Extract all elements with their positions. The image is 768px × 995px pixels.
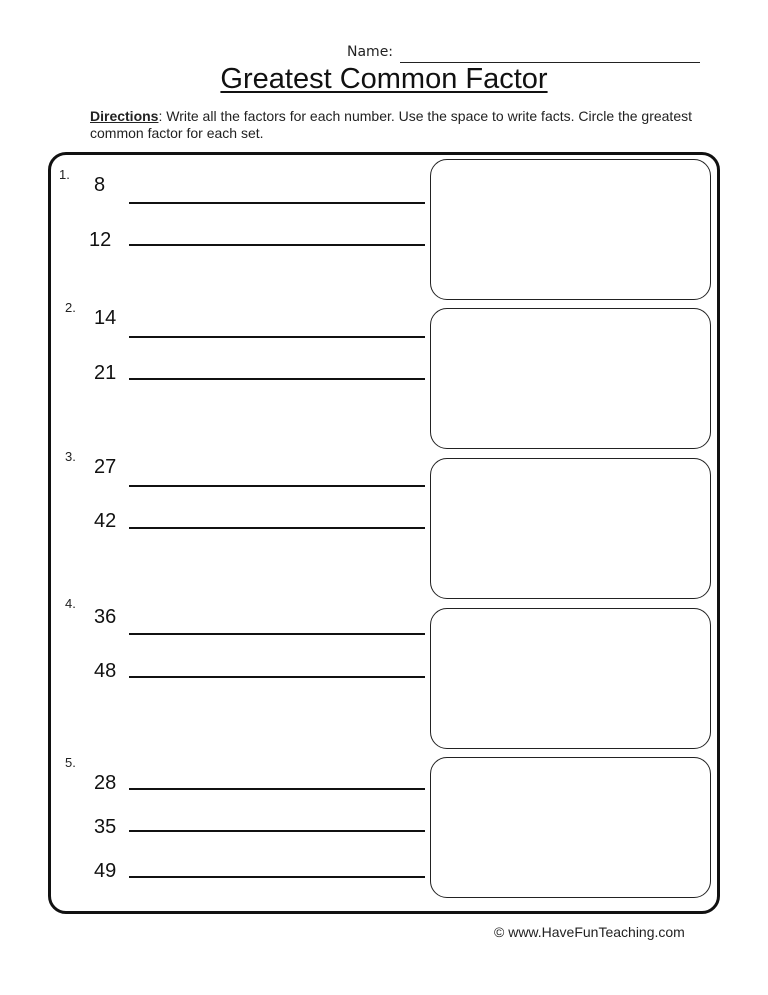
problem-1-label: 1. xyxy=(59,167,70,182)
problem-3-answer-line-2[interactable] xyxy=(129,527,425,529)
problem-1-work-box[interactable] xyxy=(430,159,711,300)
problem-5-answer-line-1[interactable] xyxy=(129,788,425,790)
problem-3-answer-line-1[interactable] xyxy=(129,485,425,487)
problem-5-work-box[interactable] xyxy=(430,757,711,898)
problem-1-number-2: 12 xyxy=(89,229,112,251)
problem-4-label: 4. xyxy=(65,596,76,611)
problem-4-number-2: 48 xyxy=(94,660,117,682)
problem-2-answer-line-2[interactable] xyxy=(129,378,425,380)
directions-label: Directions xyxy=(90,108,159,124)
problem-5-number-3: 49 xyxy=(94,860,117,882)
problem-3-number-1: 27 xyxy=(94,456,117,478)
copyright-footer: © www.HaveFunTeaching.com xyxy=(494,924,685,940)
problem-3-number-2: 42 xyxy=(94,510,117,532)
problem-4-number-1: 36 xyxy=(94,606,117,628)
problem-3-label: 3. xyxy=(65,449,76,464)
problem-4-answer-line-1[interactable] xyxy=(129,633,425,635)
name-label: Name: xyxy=(347,44,394,60)
problem-1-answer-line-1[interactable] xyxy=(129,202,425,204)
problem-5-number-2: 35 xyxy=(94,816,117,838)
problem-5-answer-line-2[interactable] xyxy=(129,830,425,832)
problem-3-work-box[interactable] xyxy=(430,458,711,599)
problem-1-number-1: 8 xyxy=(94,174,106,196)
directions-text: : Write all the factors for each number. Use the space to write facts. Circle the greatest common factor for each set. xyxy=(90,108,692,141)
problem-1-answer-line-2[interactable] xyxy=(129,244,425,246)
problem-2-work-box[interactable] xyxy=(430,308,711,449)
problem-2-number-2: 21 xyxy=(94,362,117,384)
directions xyxy=(90,108,720,142)
problem-2-answer-line-1[interactable] xyxy=(129,336,425,338)
problem-4-answer-line-2[interactable] xyxy=(129,676,425,678)
page-title: Greatest Common Factor xyxy=(220,63,548,95)
problem-5-number-1: 28 xyxy=(94,772,117,794)
problem-5-label: 5. xyxy=(65,755,76,770)
problem-4-work-box[interactable] xyxy=(430,608,711,749)
problem-2-label: 2. xyxy=(65,300,76,315)
problem-5-answer-line-3[interactable] xyxy=(129,876,425,878)
problem-2-number-1: 14 xyxy=(94,307,117,329)
